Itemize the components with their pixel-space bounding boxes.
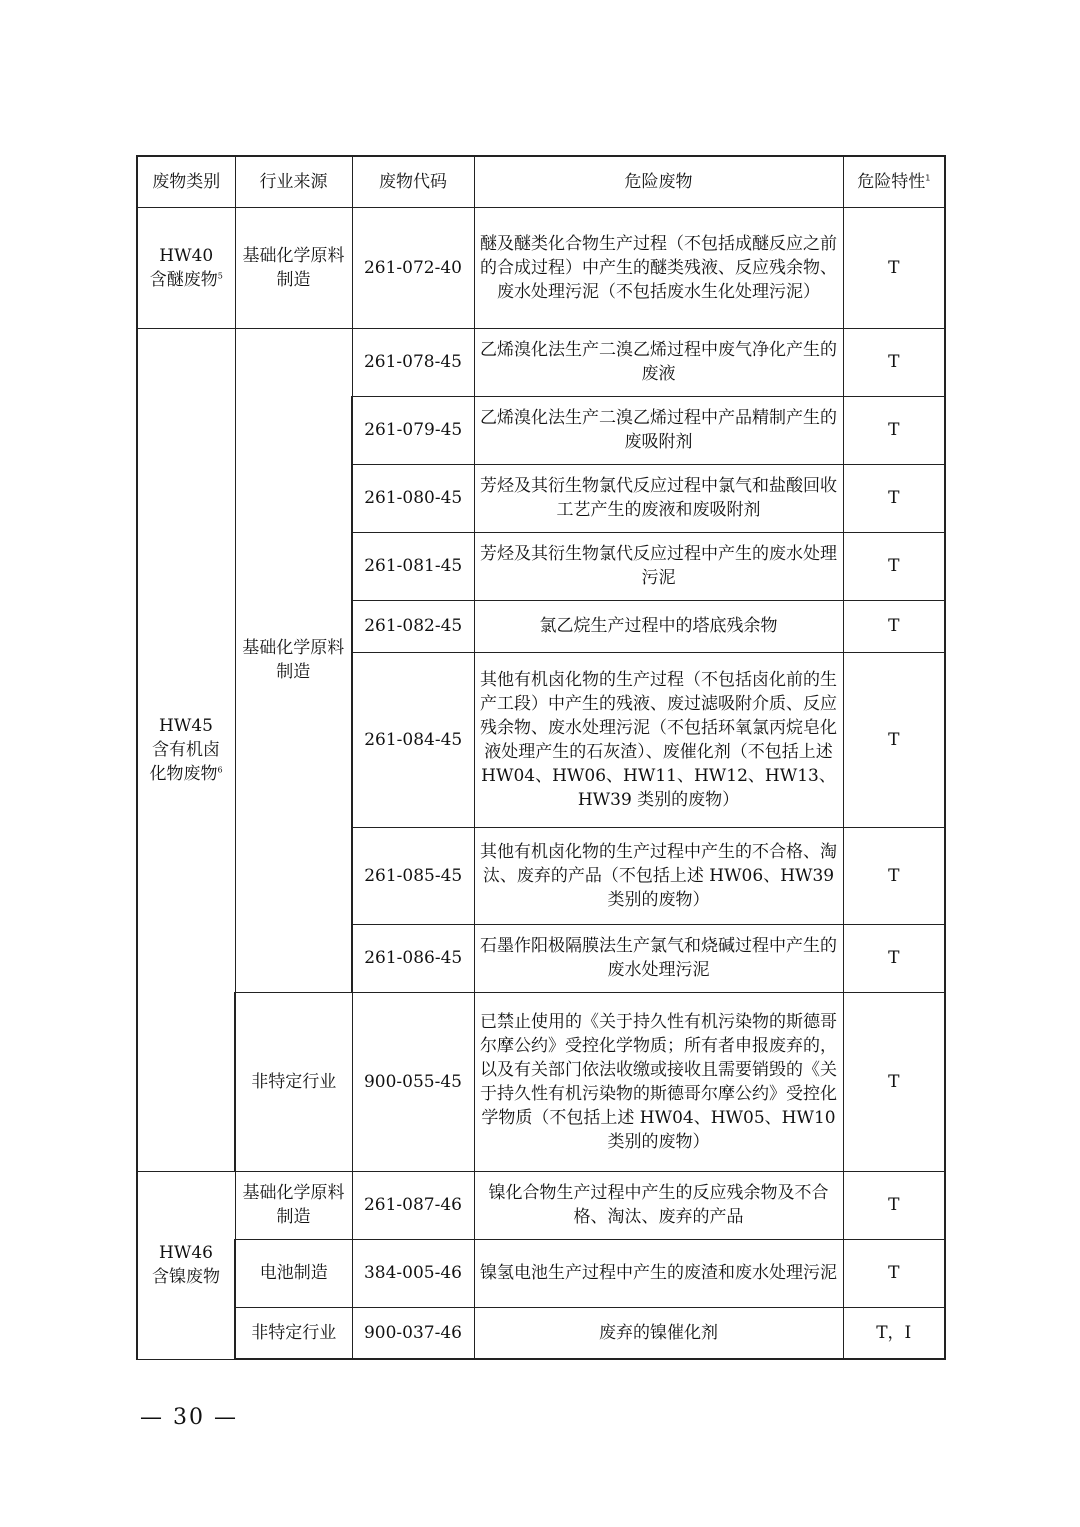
category-name: 含醚废物$^5$	[149, 269, 223, 290]
header-hazard	[843, 156, 945, 207]
footnote-ref: 6	[217, 764, 223, 774]
waste-description: 镍氢电池生产过程中产生的废渣和废水处理污泥	[474, 1239, 843, 1307]
hazard-property: T	[843, 396, 945, 464]
waste-code: 261-080-45	[352, 464, 474, 532]
category-code: HW46	[159, 1243, 213, 1263]
industry-cell: 基础化学原料制造	[235, 1171, 352, 1239]
header-hazard-label: 危险特性	[857, 171, 926, 192]
hazard-property: T	[843, 464, 945, 532]
waste-code: 384-005-46	[352, 1239, 474, 1307]
waste-description: 其他有机卤化物的生产过程（不包括卤化前的生产工段）中产生的残液、废过滤吸附介质、反应残余物、废水处理污泥（不包括环氧氯丙烷皂化液处理产生的石灰渣）、废催化剂（不包括上述 HW04、HW06、HW11、HW12、HW13、HW39 类别的废物）	[474, 652, 843, 827]
waste-code: 261-082-45	[352, 600, 474, 652]
hazard-property: T	[843, 1239, 945, 1307]
table-row	[137, 207, 945, 328]
waste-description: 乙烯溴化法生产二溴乙烯过程中废气净化产生的废液	[474, 328, 843, 396]
footnote-ref: 5	[217, 270, 223, 280]
industry-cell: 非特定行业	[235, 992, 352, 1171]
industry-cell: 电池制造	[235, 1239, 352, 1307]
waste-code: 900-037-46	[352, 1307, 474, 1359]
waste-code: 261-086-45	[352, 924, 474, 992]
footnote-ref: 1	[925, 173, 931, 183]
waste-code: 261-072-40	[352, 207, 474, 328]
category-name: 含有机卤化物废物$^6$	[149, 739, 223, 784]
hazard-property: T	[843, 532, 945, 600]
category-code: HW40	[159, 245, 214, 266]
waste-code: 261-084-45	[352, 652, 474, 827]
table-row	[137, 1171, 945, 1239]
waste-description: 其他有机卤化物的生产过程中产生的不合格、淘汰、废弃的产品（不包括上述 HW06、HW39 类别的废物）	[474, 827, 843, 924]
category-name: 含镍废物	[152, 1267, 220, 1287]
table-row	[137, 328, 945, 396]
hazard-property: T	[843, 827, 945, 924]
table-header-row	[137, 156, 945, 207]
waste-description: 已禁止使用的《关于持久性有机污染物的斯德哥尔摩公约》受控化学物质；所有者申报废弃的，以及有关部门依法收缴或接收且需要销毁的《关于持久性有机污染物的斯德哥尔摩公约》受控化学物质（不包括上述 HW04、HW05、HW10 类别的废物）	[474, 992, 843, 1171]
header-code: 废物代码	[352, 156, 474, 207]
industry-cell: 非特定行业	[235, 1307, 352, 1359]
category-cell	[137, 207, 235, 328]
waste-description: 芳烃及其衍生物氯代反应过程中氯气和盐酸回收工艺产生的废液和废吸附剂	[474, 464, 843, 532]
hazard-property: T，I	[843, 1307, 945, 1359]
waste-description: 氯乙烷生产过程中的塔底残余物	[474, 600, 843, 652]
hazard-property: T	[843, 600, 945, 652]
table-row	[137, 1307, 945, 1359]
category-cell	[137, 328, 235, 1171]
waste-description: 乙烯溴化法生产二溴乙烯过程中产品精制产生的废吸附剂	[474, 396, 843, 464]
waste-code: 261-079-45	[352, 396, 474, 464]
waste-description: 醚及醚类化合物生产过程（不包括成醚反应之前的合成过程）中产生的醚类残液、反应残余物、废水处理污泥（不包括废水生化处理污泥）	[474, 207, 843, 328]
table-row	[137, 1239, 945, 1307]
header-waste: 危险废物	[474, 156, 843, 207]
waste-description: 芳烃及其衍生物氯代反应过程中产生的废水处理污泥	[474, 532, 843, 600]
hazard-property: T	[843, 207, 945, 328]
hazard-property: T	[843, 328, 945, 396]
header-industry: 行业来源	[235, 156, 352, 207]
waste-description: 石墨作阳极隔膜法生产氯气和烧碱过程中产生的废水处理污泥	[474, 924, 843, 992]
hazard-property: T	[843, 1171, 945, 1239]
category-cell	[137, 1171, 235, 1359]
industry-cell: 基础化学原料制造	[235, 328, 352, 992]
header-category: 废物类别	[137, 156, 235, 207]
waste-code: 900-055-45	[352, 992, 474, 1171]
page-number: — 30 —	[140, 1405, 238, 1430]
hazard-property: T	[843, 924, 945, 992]
hazardous-waste-table	[136, 155, 946, 1360]
hazard-property: T	[843, 992, 945, 1171]
waste-code: 261-085-45	[352, 827, 474, 924]
hazard-property: T	[843, 652, 945, 827]
industry-cell: 基础化学原料制造	[235, 207, 352, 328]
waste-code: 261-078-45	[352, 328, 474, 396]
waste-description: 废弃的镍催化剂	[474, 1307, 843, 1359]
category-code: HW45	[159, 715, 213, 736]
waste-code: 261-081-45	[352, 532, 474, 600]
table-row	[137, 992, 945, 1171]
waste-code: 261-087-46	[352, 1171, 474, 1239]
waste-description: 镍化合物生产过程中产生的反应残余物及不合格、淘汰、废弃的产品	[474, 1171, 843, 1239]
